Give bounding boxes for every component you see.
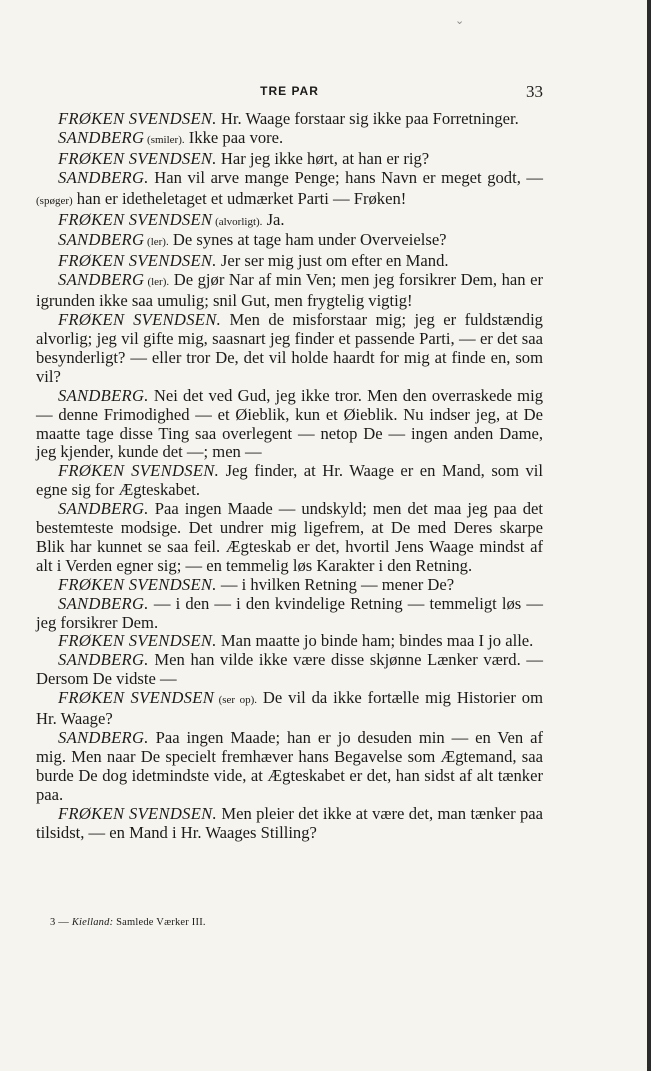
speaker-name: SANDBERG. — [58, 385, 149, 405]
speaker-name: SANDBERG — [58, 230, 145, 250]
speaker-name: FRØKEN SVENDSEN. — [58, 251, 217, 271]
speaker-name: SANDBERG. — [58, 167, 149, 187]
page-number: 33 — [526, 82, 543, 101]
stage-direction: (spøger) — [36, 194, 73, 207]
dialogue-paragraph — [36, 500, 543, 576]
dialogue-paragraph — [36, 311, 543, 387]
dialogue-paragraph — [36, 110, 543, 129]
stage-direction: (alvorligt). — [212, 215, 263, 228]
speech-text: Nei det ved Gud, jeg ikke tror. Men den overraskede mig — denne Frimodighed — et Øieblik, kun et Øieblik. Nu indser jeg, at De maatte tage disse Ting saa overlegent — netop De — ingen anden Dame, jeg kjender, kunde det —; men — — [36, 385, 543, 462]
speech-text: Han vil arve mange Penge; hans Navn er meget godt, — — [148, 167, 543, 187]
speaker-name: SANDBERG. — [58, 650, 149, 670]
speaker-name: FRØKEN SVENDSEN. — [58, 310, 222, 330]
speaker-name: FRØKEN SVENDSEN — [58, 209, 213, 229]
stage-direction: (smiler). — [144, 133, 185, 146]
dialogue-paragraph — [36, 729, 543, 805]
speaker-name: FRØKEN SVENDSEN. — [58, 803, 217, 823]
footnote — [50, 917, 206, 928]
footnote-title: Samlede Værker III. — [113, 917, 206, 928]
dialogue-paragraph — [36, 169, 543, 211]
speaker-name: SANDBERG — [58, 270, 145, 290]
speech-text: De gjør Nar af min Ven; men jeg forsikrer Dem, han er igrunden ikke saa umulig; snil Gut, men frygtelig vigtig! — [36, 270, 543, 311]
dialogue-paragraph — [36, 462, 543, 500]
speech-text: — i den — i den kvindelige Retning — temmeligt løs — jeg forsikrer Dem. — [36, 593, 543, 632]
dialogue-paragraph — [36, 595, 543, 633]
stage-direction: (ler). — [144, 276, 170, 289]
speaker-name: FRØKEN SVENDSEN. — [58, 148, 217, 168]
stage-direction: (ser op). — [214, 694, 257, 707]
page-header — [36, 82, 543, 104]
speech-text: Har jeg ikke hørt, at han er rig? — [216, 148, 430, 168]
speaker-name: FRØKEN SVENDSEN. — [58, 631, 217, 651]
speech-text: De synes at tage ham under Overveielse? — [168, 230, 447, 250]
speech-text: Ikke paa vore. — [184, 127, 284, 147]
speaker-name: SANDBERG. — [58, 593, 149, 613]
dialogue-paragraph — [36, 271, 543, 311]
speaker-name: FRØKEN SVENDSEN — [58, 688, 215, 708]
speaker-name: FRØKEN SVENDSEN. — [58, 461, 220, 481]
dialogue-paragraph — [36, 576, 543, 595]
speech-text: Men han vilde ikke være disse skjønne Lænker værd. — Dersom De vidste — — [36, 650, 543, 689]
speech-text: Paa ingen Maade; han er jo desuden min — en Ven af mig. Men naar De specielt fremhæver hans Begavelse som Ægtemand, saa burde De dog idetmindste vide, at Ægteskabet er det, han sidst af alt tænker paa. — [36, 728, 543, 804]
speech-text: Man maatte jo binde ham; bindes maa I jo alle. — [216, 631, 534, 651]
speech-text: Men pleier det ikke at være det, man tænker paa tilsidst, — en Mand i Hr. Waages Stilling? — [36, 803, 543, 842]
footnote-author: Kielland: — [71, 917, 114, 928]
stage-direction: (ler). — [144, 236, 169, 249]
dialogue-paragraph — [36, 252, 543, 271]
dialogue-paragraph — [36, 651, 543, 689]
speech-text: Ja. — [262, 209, 285, 229]
speaker-name: SANDBERG. — [58, 728, 149, 747]
dialogue-paragraph — [36, 632, 543, 651]
speech-text: Hr. Waage forstaar sig ikke paa Forretninger. — [216, 109, 519, 128]
speech-text: Jeg finder, at Hr. Waage er en Mand, som vil egne sig for Ægteskabet. — [36, 461, 543, 500]
speech-text: han er idetheletaget et udmærket Parti — Frøken! — [72, 188, 407, 208]
dialogue-paragraph — [36, 150, 543, 169]
speaker-name: FRØKEN SVENDSEN. — [58, 109, 217, 128]
speech-text: De vil da ikke fortælle mig Historier om Hr. Waage? — [36, 688, 543, 729]
speech-text: Paa ingen Maade — undskyld; men det maa jeg paa det bestemteste modsige. Det undrer mig ligefrem, at De med Deres skarpe Blik har kunnet se saa feil. Ægteskab er det, hvortil Jens Waage mindst af alt i Verden egner sig; — en temmelig løs Karakter i den Retning. — [36, 499, 543, 575]
speech-text: Men de misforstaar mig; jeg er fuldstændig alvorlig; jeg vil gifte mig, saasnart jeg finder et passende Parti, — er det saa besynderligt? — eller tror De, det vil holde haardt for mig at finde en, som vil? — [36, 310, 543, 386]
dialogue-paragraph — [36, 805, 543, 843]
dialogue-paragraph — [36, 129, 543, 150]
speech-text: — i hvilken Retning — mener De? — [216, 574, 455, 594]
dialogue-paragraph — [36, 689, 543, 729]
dialogue-paragraph — [36, 387, 543, 463]
speaker-name: SANDBERG. — [58, 499, 149, 519]
speech-text: Jer ser mig just om efter en Mand. — [216, 251, 449, 271]
dialogue-paragraph — [36, 231, 543, 252]
footnote-prefix: 3 — — [50, 917, 72, 928]
speaker-name: SANDBERG — [58, 127, 145, 147]
speaker-name: FRØKEN SVENDSEN. — [58, 574, 217, 594]
dialogue-paragraph — [36, 211, 543, 232]
scan-mark: ⌄ — [455, 15, 465, 27]
running-title: TRE PAR — [260, 84, 319, 98]
play-text — [36, 110, 543, 842]
